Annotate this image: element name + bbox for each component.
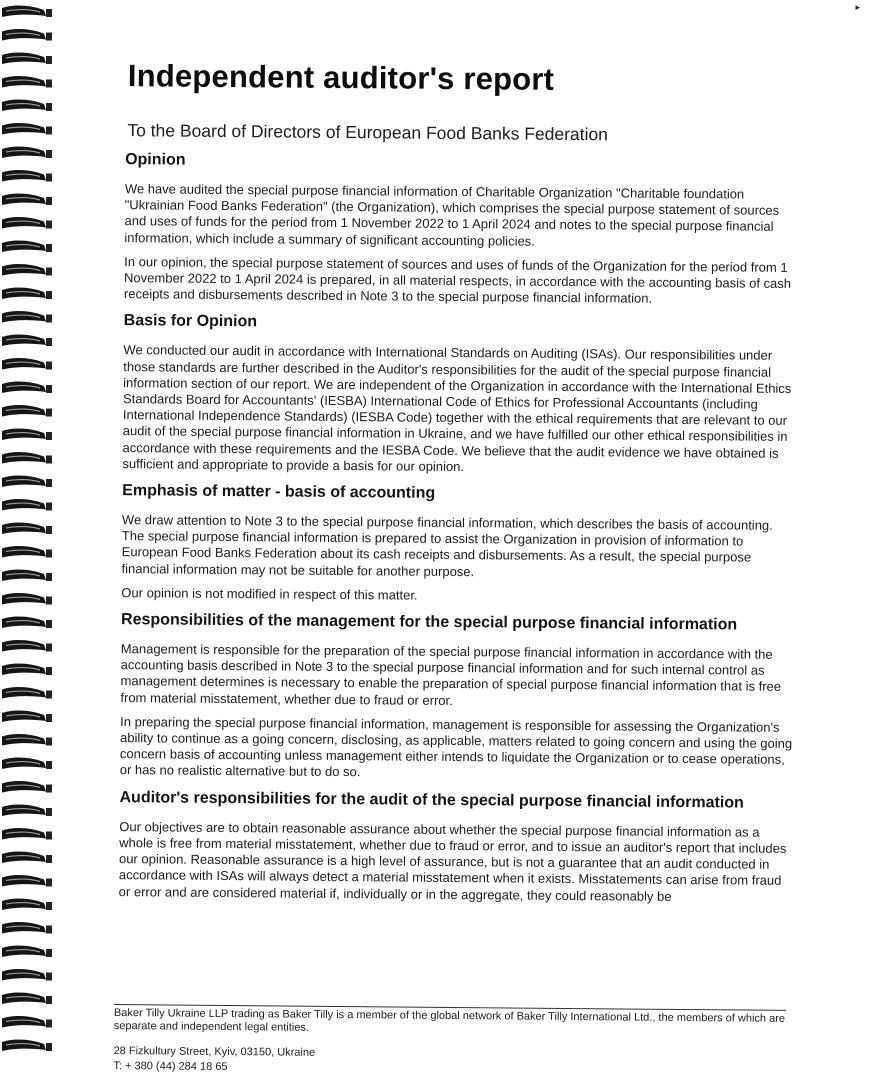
binding-ring [2, 241, 52, 252]
section-paragraph: In our opinion, the special purpose statement of sources and uses of funds of the Organization for the period from 1 November 2022 to 1 April 2024 is prepared, in all material respects, in accordance with the accounting basis of cash receipts and disbursements described in Note 3 to the special purpose financial information. [123, 253, 792, 306]
binding-ring [2, 335, 52, 346]
binding-ring [2, 123, 52, 134]
section-heading: Basis for Opinion [123, 312, 258, 331]
report-page [105, 58, 802, 914]
section-paragraph: Our opinion is not modified in respect of this matter. [121, 584, 418, 603]
report-title: Independent auditor's report [127, 58, 555, 97]
binding-ring [2, 828, 52, 839]
addressee: To the Board of Directors of European Food Banks Federation [127, 120, 609, 145]
corner-mark: ▸ [855, 2, 860, 12]
binding-ring [2, 53, 52, 64]
binding-ring [2, 899, 52, 910]
binding-ring [2, 76, 52, 87]
binding-ring [2, 946, 52, 957]
section-paragraph: We conducted our audit in accordance with International Standards on Auditing (ISAs). Our responsibilities under those standards are further described in the Auditor's responsibilities for the audit of the special purpose financial information section of our report. We are independent of the Organization in accordance with the International Ethics Standards Board for Accountants' (IESBA) International Code of Ethics for Professional Accountants (including International Independence Standards) (IESBA Code) together with the ethical requirements that are relevant to our audit of the special purpose financial information in Ukraine, and we have fulfilled our other ethical responsibilities in accordance with these requirements and the IESBA Code. We believe that the audit evidence we have obtained is sufficient and appropriate to provide a basis for our opinion. [122, 342, 792, 474]
binding-ring [2, 147, 52, 158]
footer-disclaimer: Baker Tilly Ukraine LLP trading as Baker Tilly is a member of the global network of Baker Tilly International Ltd., the members of which are separate and independent legal entities. [113, 1007, 786, 1034]
binding-ring [2, 499, 52, 510]
binding-ring [2, 217, 52, 228]
binding-ring [2, 711, 52, 722]
binding-ring [2, 734, 52, 745]
section-paragraph: We draw attention to Note 3 to the special purpose financial information, which describes the basis of accounting. The special purpose financial information is prepared to assist the Organization in provision of information to European Food Banks Federation about its cash receipts and disbursements. As a result, the special purpose financial information may not be suitable for another purpose. [121, 512, 773, 579]
binding-ring [2, 264, 52, 275]
binding-ring [2, 805, 52, 816]
binding-ring [2, 311, 52, 322]
section-heading: Auditor's responsibilities for the audit of the special purpose financial information [119, 788, 744, 812]
binding-ring [2, 1040, 52, 1051]
section-paragraph: Management is responsible for the preparation of the special purpose financial information in accordance with the accounting basis described in Note 3 to the special purpose financial information and for such internal control as management determines is necessary to enable the preparation of special purpose financial information that is free from material misstatement, whether due to fraud or error. [120, 641, 782, 708]
section-paragraph: Our objectives are to obtain reasonable assurance about whether the special purpose financial information as a whole is free from material misstatement, whether due to fraud or error, and to issue an auditor's report that includes our opinion. Reasonable assurance is a high level of assurance, but is not a guarantee that an audit conducted in accordance with ISAs will always detect a material misstatement when it exists. Misstatements can arise from fraud or error and are considered material if, individually or in the aggregate, they could reasonably be [118, 818, 787, 904]
binding-ring [2, 993, 52, 1004]
binding-ring [2, 664, 52, 675]
binding-ring [2, 617, 52, 628]
report-sections [119, 151, 802, 906]
binding-ring [2, 593, 52, 604]
binding-ring [2, 758, 52, 769]
binding-ring [2, 523, 52, 534]
section-heading: Emphasis of matter - basis of accounting [122, 482, 436, 502]
binding-ring [2, 429, 52, 440]
binding-ring [2, 687, 52, 698]
binding-ring [2, 194, 52, 205]
binding-ring [2, 781, 52, 792]
binding-ring [2, 29, 52, 40]
binding-ring [2, 640, 52, 651]
binding-ring [2, 546, 52, 557]
binding-ring [2, 170, 52, 181]
binding-ring [2, 875, 52, 886]
section-heading: Opinion [125, 151, 186, 169]
binding-ring [2, 476, 52, 487]
binding-ring [2, 100, 52, 111]
section-paragraph: We have audited the special purpose financial information of Charitable Organization "Charitable foundation "Ukrainian Food Banks Federation" (the Organization), which comprises the special purpose statement of sources and uses of funds for the period from 1 November 2022 to 1 April 2024 and notes to the special purpose financial information, which include a summary of significant accounting policies. [124, 181, 780, 249]
section-paragraph: In preparing the special purpose financial information, management is responsible for assessing the Organization's ability to continue as a going concern, disclosing, as applicable, matters related to going concern and using the going concern basis of accounting unless management either intends to liquidate the Organization or to cease operations, or has no realistic alternative but to do so. [119, 713, 793, 780]
binding-ring [2, 405, 52, 416]
binding-ring [2, 969, 52, 980]
binding-ring [2, 922, 52, 933]
binding-ring [2, 1016, 52, 1027]
binding-ring [2, 452, 52, 463]
binding-ring [2, 570, 52, 581]
footer-address: 28 Fizkultury Street, Kyiv, 03150, Ukraine [113, 1045, 316, 1059]
binding-ring [2, 288, 52, 299]
footer-phone: T: + 380 (44) 284 18 65 [113, 1060, 228, 1074]
binding-ring [2, 852, 52, 863]
page-footer [111, 1004, 802, 1079]
binding-ring [2, 358, 52, 369]
section-heading: Responsibilities of the management for the special purpose financial information [121, 611, 738, 634]
spiral-binding [0, 0, 58, 1064]
binding-ring [2, 6, 52, 17]
binding-ring [2, 382, 52, 393]
